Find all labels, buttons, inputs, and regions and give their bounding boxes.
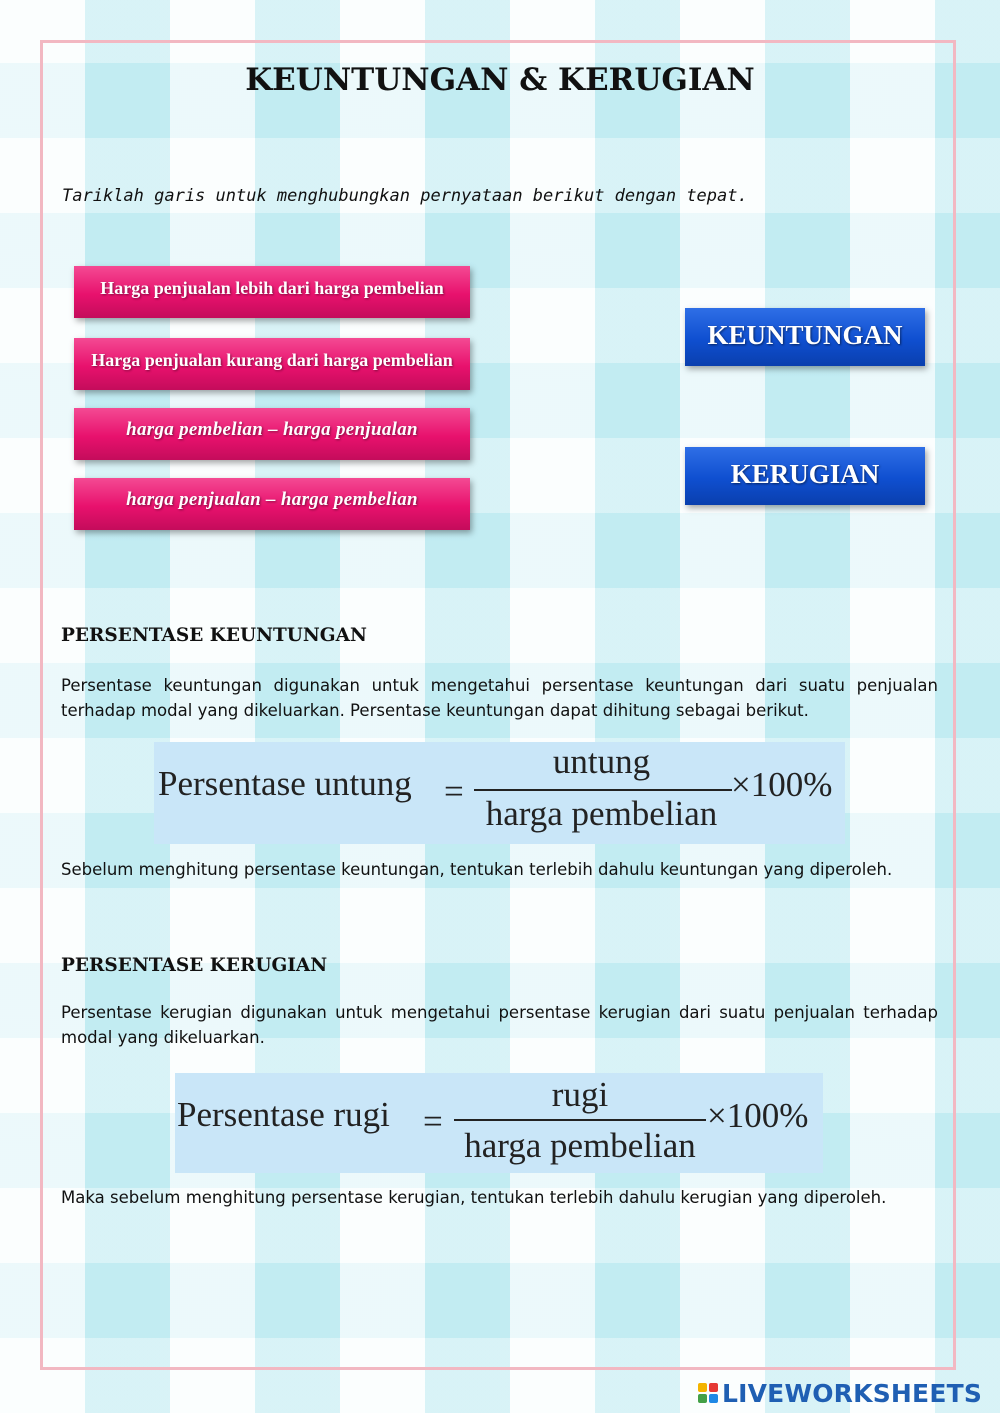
statement-selling-more[interactable]: Harga penjualan lebih dari harga pembelian — [74, 266, 470, 318]
loss-formula — [175, 1073, 823, 1173]
target-keuntungan[interactable]: KEUNTUNGAN — [685, 308, 925, 366]
formula-multiplier: ×100% — [731, 765, 833, 804]
statement-purchase-minus-selling[interactable]: harga pembelian – harga penjualan — [74, 408, 470, 460]
instruction-text: Tariklah garis untuk menghubungkan pernyataan berikut dengan tepat. — [62, 186, 748, 206]
formula-equals: = — [444, 772, 464, 811]
statement-selling-less[interactable]: Harga penjualan kurang dari harga pembelian — [74, 338, 470, 390]
logo-grid-icon — [698, 1383, 718, 1403]
formula-numerator: untung — [552, 742, 651, 781]
target-kerugian[interactable]: KERUGIAN — [685, 447, 925, 505]
liveworksheets-logo[interactable] — [698, 1378, 982, 1408]
profit-formula — [154, 742, 845, 844]
formula-lhs: Persentase rugi — [177, 1095, 390, 1134]
fraction-bar — [474, 789, 732, 791]
logo-square — [698, 1383, 707, 1392]
profit-heading: PERSENTASE KEUNTUNGAN — [61, 625, 367, 646]
loss-heading: PERSENTASE KERUGIAN — [61, 955, 328, 976]
formula-lhs: Persentase untung — [158, 764, 412, 803]
fraction-bar — [454, 1119, 706, 1121]
logo-square — [698, 1394, 707, 1403]
formula-numerator: rugi — [551, 1075, 609, 1114]
logo-text: LIVEWORKSHEETS — [722, 1378, 983, 1408]
formula-multiplier: ×100% — [707, 1096, 809, 1135]
page-title: KEUNTUNGAN & KERUGIAN — [245, 62, 755, 98]
formula-denominator: harga pembelian — [485, 794, 718, 833]
profit-note: Sebelum menghitung persentase keuntungan, tentukan terlebih dahulu keuntungan yang diperoleh. — [61, 860, 893, 879]
loss-description: Persentase kerugian digunakan untuk mengetahui persentase kerugian dari suatu penjualan terhadap modal yang dikeluarkan. — [61, 1003, 938, 1047]
statement-selling-minus-purchase[interactable]: harga penjualan – harga pembelian — [74, 478, 470, 530]
formula-equals: = — [423, 1102, 443, 1141]
loss-note: Maka sebelum menghitung persentase kerugian, tentukan terlebih dahulu kerugian yang diperoleh. — [61, 1188, 887, 1207]
formula-denominator: harga pembelian — [464, 1126, 696, 1165]
profit-description: Persentase keuntungan digunakan untuk mengetahui persentase keuntungan dari suatu penjualan terhadap modal yang dikeluarkan. Persentase keuntungan dapat dihitung sebagai berikut. — [61, 676, 938, 720]
logo-square — [709, 1394, 718, 1403]
logo-square — [709, 1383, 718, 1392]
